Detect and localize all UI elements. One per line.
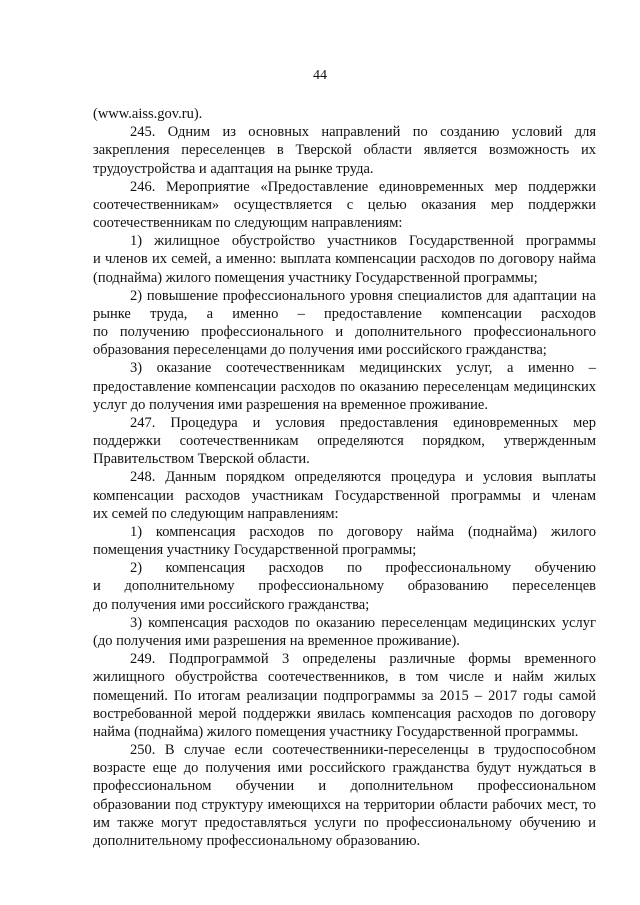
text-line: Правительством Тверской области. (93, 451, 310, 468)
text-line: соотечественникам по следующим направлениям: (93, 215, 403, 232)
text-line: компенсации расходов участникам Государственной программы и членам (93, 487, 596, 504)
text-line: услуг до получения ими разрешения на временное проживание. (93, 396, 488, 413)
text-line: им также могут предоставляться услуги по профессиональному обучению и (93, 814, 596, 831)
text-line: (поднайма) жилого помещения участнику Государственной программы; (93, 269, 538, 286)
text-line: 247. Процедура и условия предоставления единовременных мер (130, 414, 596, 431)
text-line: соотечественникам» осуществляется с целью оказания мер поддержки (93, 196, 596, 213)
text-line: 3) компенсация расходов по оказанию переселенцам медицинских услуг (130, 614, 596, 631)
text-line: возрасте еще до получения ими российского гражданства будут нуждаться в (93, 760, 596, 777)
text-line: и дополнительному профессиональному образованию переселенцев (93, 578, 596, 595)
text-line: найма (поднайма) жилого помещения участнику Государственной программы. (93, 723, 579, 740)
text-line: профессиональном обучении и дополнительном профессиональном (93, 778, 596, 795)
text-line: до получения ими российского гражданства; (93, 596, 370, 613)
text-line: помещений. По итогам реализации подпрограммы за 2015 – 2017 годы самой (93, 687, 596, 704)
text-line: 2) повышение профессионального уровня специалистов для адаптации на (130, 287, 596, 304)
text-line: дополнительному профессиональному образованию. (93, 832, 421, 849)
text-line: 249. Подпрограммой 3 определены различные формы временного (130, 651, 596, 668)
text-line: образования переселенцами до получения ими российского гражданства; (93, 342, 547, 359)
text-line: 2) компенсация расходов по профессиональному обучению (130, 560, 596, 577)
page-number: 44 (313, 68, 327, 83)
text-line: 245. Одним из основных направлений по созданию условий для (130, 124, 596, 141)
text-line: 1) жилищное обустройство участников Государственной программы (130, 233, 596, 250)
text-line: 246. Мероприятие «Предоставление единовременных мер поддержки (130, 178, 596, 195)
text-line: трудоустройства и адаптация на рынке труда. (93, 160, 374, 177)
text-line: 3) оказание соотечественникам медицинских услуг, а именно – (130, 360, 596, 377)
text-line: закрепления переселенцев в Тверской области является возможность их (93, 142, 596, 159)
text-line: 1) компенсация расходов по договору найма (поднайма) жилого (130, 523, 596, 540)
text-line: (до получения ими разрешения на временное проживание). (93, 632, 460, 649)
text-line: и членов их семей, а именно: выплата компенсации расходов по договору найма (93, 251, 596, 268)
text-line: (www.aiss.gov.ru). (93, 106, 203, 122)
text-line: рынке труда, а именно – предоставление компенсации расходов (93, 305, 596, 322)
text-line: их семей по следующим направлениям: (93, 505, 339, 522)
text-line: жилищного обустройства соотечественников, в том числе и найм жилых (93, 669, 596, 686)
text-line: востребованной мерой поддержки явилась компенсация расходов по договору (93, 705, 596, 722)
text-line: поддержки соотечественникам определяются порядком, утвержденным (93, 433, 596, 450)
text-line: предоставление компенсации расходов по оказанию переселенцам медицинских (93, 378, 596, 395)
text-line: образовании под структуру имеющихся на территории области рабочих мест, то (93, 796, 596, 813)
body-text (93, 105, 596, 850)
text-line: по получению профессионального и дополнительного профессионального (93, 324, 596, 341)
text-line: помещения участнику Государственной программы; (93, 542, 417, 559)
text-line: 248. Данным порядком определяются процедура и условия выплаты (130, 469, 596, 486)
text-line: 250. В случае если соотечественники-переселенцы в трудоспособном (130, 742, 596, 759)
